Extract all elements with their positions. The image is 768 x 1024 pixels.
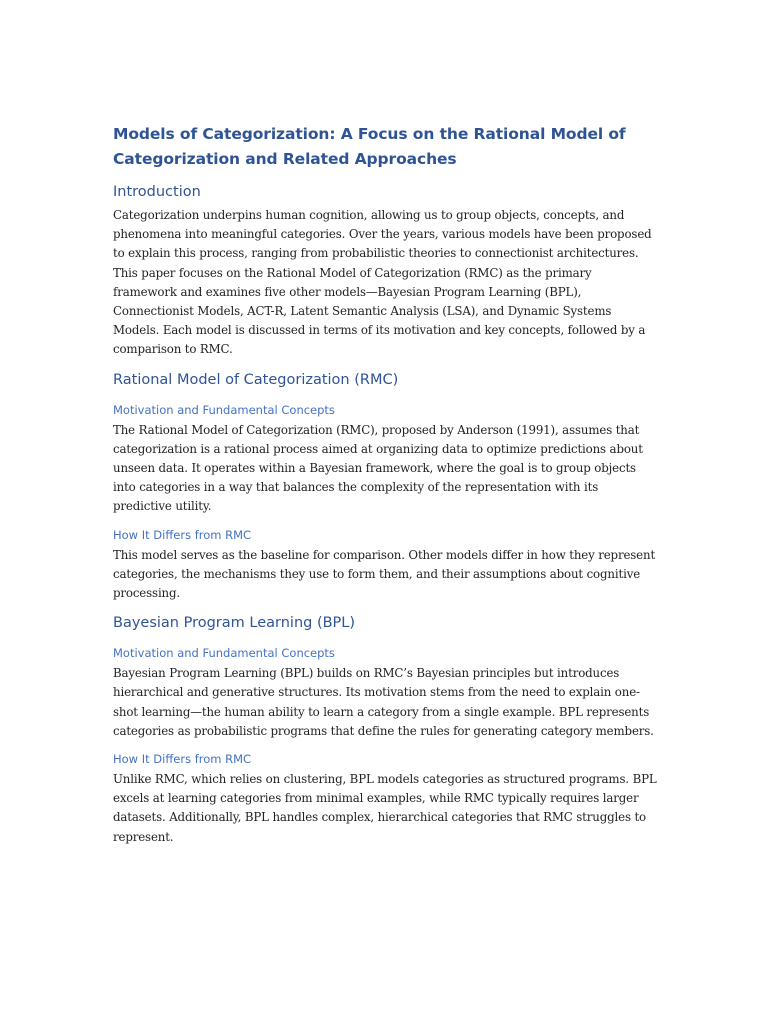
document-page [113,122,658,855]
bpl-differs-paragraph: Unlike RMC, which relies on clustering, BPL models categories as structured programs. BPL excels at learning categories from minimal examples, while RMC typically requires larger datasets. Additionally, BPL handles complex, hierarchical categories that RMC struggles to represent. [113,772,657,844]
section-heading-bpl: Bayesian Program Learning (BPL) [113,615,356,632]
subheading-bpl-differs: How It Differs from RMC [113,752,252,767]
subheading-rmc-differs: How It Differs from RMC [113,527,252,542]
bpl-motivation-paragraph: Bayesian Program Learning (BPL) builds on RMC’s Bayesian principles but introduces hierarchical and generative structures. Its motivation stems from the need to explain one-shot learning—the human ability to learn a category from a single example. BPL represents categories as probabilistic programs that define the rules for generating category members. [113,666,654,738]
subheading-rmc-motivation: Motivation and Fundamental Concepts [113,402,335,417]
section-heading-introduction: Introduction [113,184,201,200]
document-title: Models of Categorization: A Focus on the Rational Model of Categorization and Related Approaches [113,125,626,168]
introduction-paragraph: Categorization underpins human cognition, allowing us to group objects, concepts, and phenomena into meaningful categories. Over the years, various models have been proposed to explain this process, ranging from probabilistic theories to connectionist architectures. This paper focuses on the Rational Model of Categorization (RMC) as the primary framework and examines five other models—Bayesian Program Learning (BPL), Connectionist Models, ACT-R, Latent Semantic Analysis (LSA), and Dynamic Systems Models. Each model is discussed in terms of its motivation and key concepts, followed by a comparison to RMC. [113,208,652,357]
rmc-differs-paragraph: This model serves as the baseline for comparison. Other models differ in how they represent categories, the mechanisms they use to form them, and their assumptions about cognitive processing. [113,547,656,601]
subheading-bpl-motivation: Motivation and Fundamental Concepts [113,646,335,661]
rmc-motivation-paragraph: The Rational Model of Categorization (RMC), proposed by Anderson (1991), assumes that categorization is a rational process aimed at organizing data to optimize predictions about unseen data. It operates within a Bayesian framework, where the goal is to group objects into categories in a way that balances the complexity of the representation with its predictive utility. [113,422,643,514]
section-heading-rmc: Rational Model of Categorization (RMC) [113,371,399,388]
